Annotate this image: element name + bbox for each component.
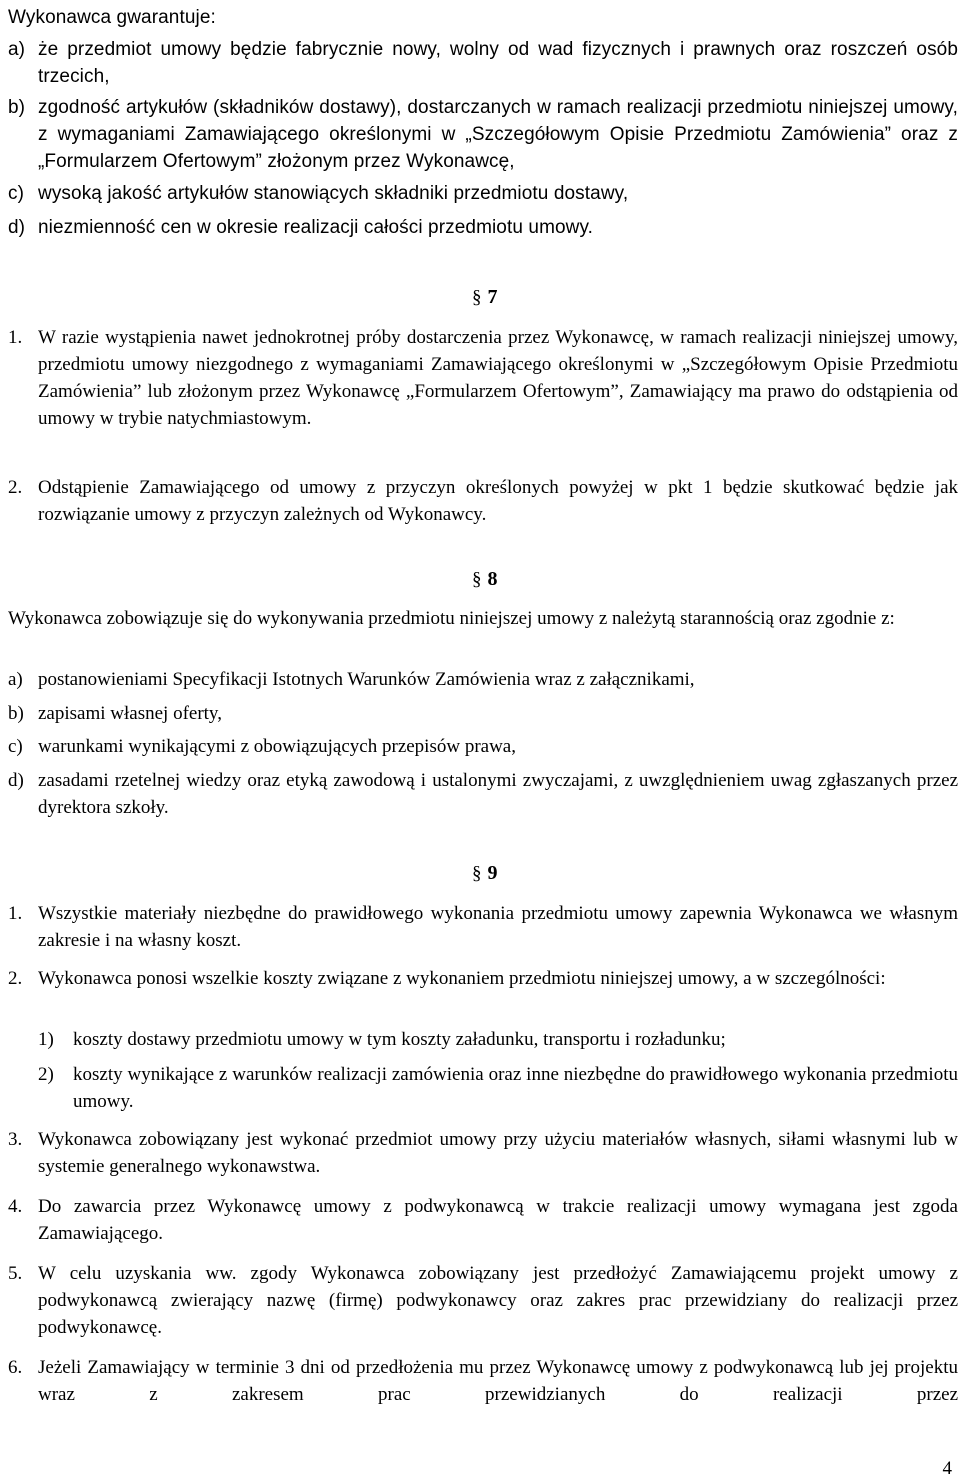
point-label: 4. bbox=[8, 1196, 23, 1217]
point-label: 1. bbox=[8, 903, 23, 924]
section-8-item-a bbox=[8, 666, 958, 693]
section-9-point-5 bbox=[8, 1260, 958, 1341]
section-9-cost-2 bbox=[38, 1061, 958, 1115]
point-label: 6. bbox=[8, 1357, 23, 1378]
item-text: niezmienność cen w okresie realizacji całości przedmiotu umowy. bbox=[38, 217, 594, 238]
section-9-point-3 bbox=[8, 1126, 958, 1180]
paragraph-sign: § bbox=[472, 569, 482, 590]
item-label: d) bbox=[8, 770, 24, 791]
point-label: 5. bbox=[8, 1263, 23, 1284]
point-text: W celu uzyskania ww. zgody Wykonawca zobowiązany jest przedłożyć Zamawiającemu projekt umowy z podwykonawcą zwierający nazwę (firmę) podwykonawcy oraz zakres prac przewidziany do realizacji przez podwykonawcę. bbox=[38, 1263, 958, 1338]
cost-text: koszty wynikające z warunków realizacji zamówienia oraz inne niezbędne do prawidłowego wykonania przedmiotu umowy. bbox=[73, 1064, 958, 1112]
section-8-item-d bbox=[8, 767, 958, 821]
section-8-heading bbox=[472, 566, 498, 593]
section-9-point-1 bbox=[8, 900, 958, 954]
section-number: 8 bbox=[487, 568, 498, 590]
point-text: Do zawarcia przez Wykonawcę umowy z podwykonawcą w trakcie realizacji umowy wymagana jest zgoda Zamawiającego. bbox=[38, 1196, 958, 1244]
section-7-heading bbox=[472, 284, 498, 311]
point-text: Odstąpienie Zamawiającego od umowy z przyczyn określonych powyżej w pkt 1 będzie skutkować będzie jak rozwiązanie umowy z przyczyn zależnych od Wykonawcy. bbox=[38, 477, 958, 525]
point-text: W razie wystąpienia nawet jednokrotnej próby dostarczenia przez Wykonawcę, w ramach realizacji niniejszej umowy, przedmiotu umowy niezgodnego z wymaganiami Zamawiającego określonymi w „Szczegółowym Opisie Przedmiotu Zamówienia” lub złożonym przez Wykonawcę „Formularzem Ofertowym”, Zamawiający ma prawo do odstąpienia od umowy w trybie natychmiastowym. bbox=[38, 327, 958, 429]
item-text: zasadami rzetelnej wiedzy oraz etyką zawodową i ustalonymi zwyczajami, z uwzględnieniem uwag zgłaszanych przez dyrektora szkoły. bbox=[38, 770, 958, 818]
item-label: b) bbox=[8, 97, 26, 118]
section-8-item-c bbox=[8, 733, 958, 760]
section-7-point-2 bbox=[8, 474, 958, 528]
cost-text: koszty dostawy przedmiotu umowy w tym koszty załadunku, transportu i rozładunku; bbox=[73, 1029, 726, 1050]
item-label: c) bbox=[8, 736, 23, 757]
guarantee-item-d bbox=[8, 214, 958, 241]
point-text: Wykonawca zobowiązany jest wykonać przedmiot umowy przy użyciu materiałów własnych, siłami własnymi lub w systemie generalnego wykonawstwa. bbox=[38, 1129, 958, 1177]
page-number: 4 bbox=[942, 1458, 952, 1479]
item-text: wysoką jakość artykułów stanowiących składniki przedmiotu dostawy, bbox=[38, 183, 629, 204]
section-8-item-b bbox=[8, 700, 958, 727]
item-text: warunkami wynikającymi z obowiązujących przepisów prawa, bbox=[38, 736, 516, 757]
section-9-point-2 bbox=[8, 965, 958, 992]
item-text: zapisami własnej oferty, bbox=[38, 703, 222, 724]
item-label: d) bbox=[8, 217, 26, 238]
guarantee-item-b bbox=[8, 94, 958, 175]
point-label: 2. bbox=[8, 968, 23, 989]
item-text: zgodność artykułów (składników dostawy), dostarczanych w ramach realizacji przedmiotu niniejszej umowy, z wymaganiami Zamawiającego określonymi w „Szczegółowym Opisie Przedmiotu Zamówienia” oraz z „Formularzem Ofertowym” złożonym przez Wykonawcę, bbox=[38, 97, 958, 172]
item-text: że przedmiot umowy będzie fabrycznie nowy, wolny od wad fizycznych i prawnych oraz roszczeń osób trzecich, bbox=[38, 39, 958, 87]
item-label: a) bbox=[8, 39, 26, 60]
section-number: 7 bbox=[487, 286, 498, 308]
paragraph-sign: § bbox=[472, 863, 482, 884]
section-9-point-4 bbox=[8, 1193, 958, 1247]
point-label: 2. bbox=[8, 477, 23, 498]
point-text: Wszystkie materiały niezbędne do prawidłowego wykonania przedmiotu umowy zapewnia Wykonawca we własnym zakresie i na własny koszt. bbox=[38, 903, 958, 951]
guarantee-item-a bbox=[8, 36, 958, 90]
section-9-cost-1 bbox=[38, 1026, 958, 1053]
section-9-heading bbox=[472, 860, 498, 887]
guarantee-intro: Wykonawca gwarantuje: bbox=[8, 7, 216, 28]
paragraph-sign: § bbox=[472, 287, 482, 308]
section-7-point-1 bbox=[8, 324, 958, 432]
section-9-point-6 bbox=[8, 1354, 958, 1408]
point-text: Wykonawca ponosi wszelkie koszty związane z wykonaniem przedmiotu niniejszej umowy, a w szczególności: bbox=[38, 968, 886, 989]
point-label: 1. bbox=[8, 327, 23, 348]
cost-label: 1) bbox=[38, 1029, 54, 1050]
item-label: a) bbox=[8, 669, 23, 690]
point-text: Jeżeli Zamawiający w terminie 3 dni od przedłożenia mu przez Wykonawcę umowy z podwykonawcą lub jej projektu wraz z zakresem prac przewidzianych do realizacji przez bbox=[38, 1357, 958, 1405]
point-label: 3. bbox=[8, 1129, 23, 1150]
item-label: c) bbox=[8, 183, 25, 204]
guarantee-item-c bbox=[8, 180, 958, 207]
cost-label: 2) bbox=[38, 1064, 54, 1085]
section-8-intro: Wykonawca zobowiązuje się do wykonywania przedmiotu niniejszej umowy z należytą starannością oraz zgodnie z: bbox=[8, 608, 895, 629]
item-label: b) bbox=[8, 703, 24, 724]
section-number: 9 bbox=[487, 862, 498, 884]
item-text: postanowieniami Specyfikacji Istotnych Warunków Zamówienia wraz z załącznikami, bbox=[38, 669, 695, 690]
